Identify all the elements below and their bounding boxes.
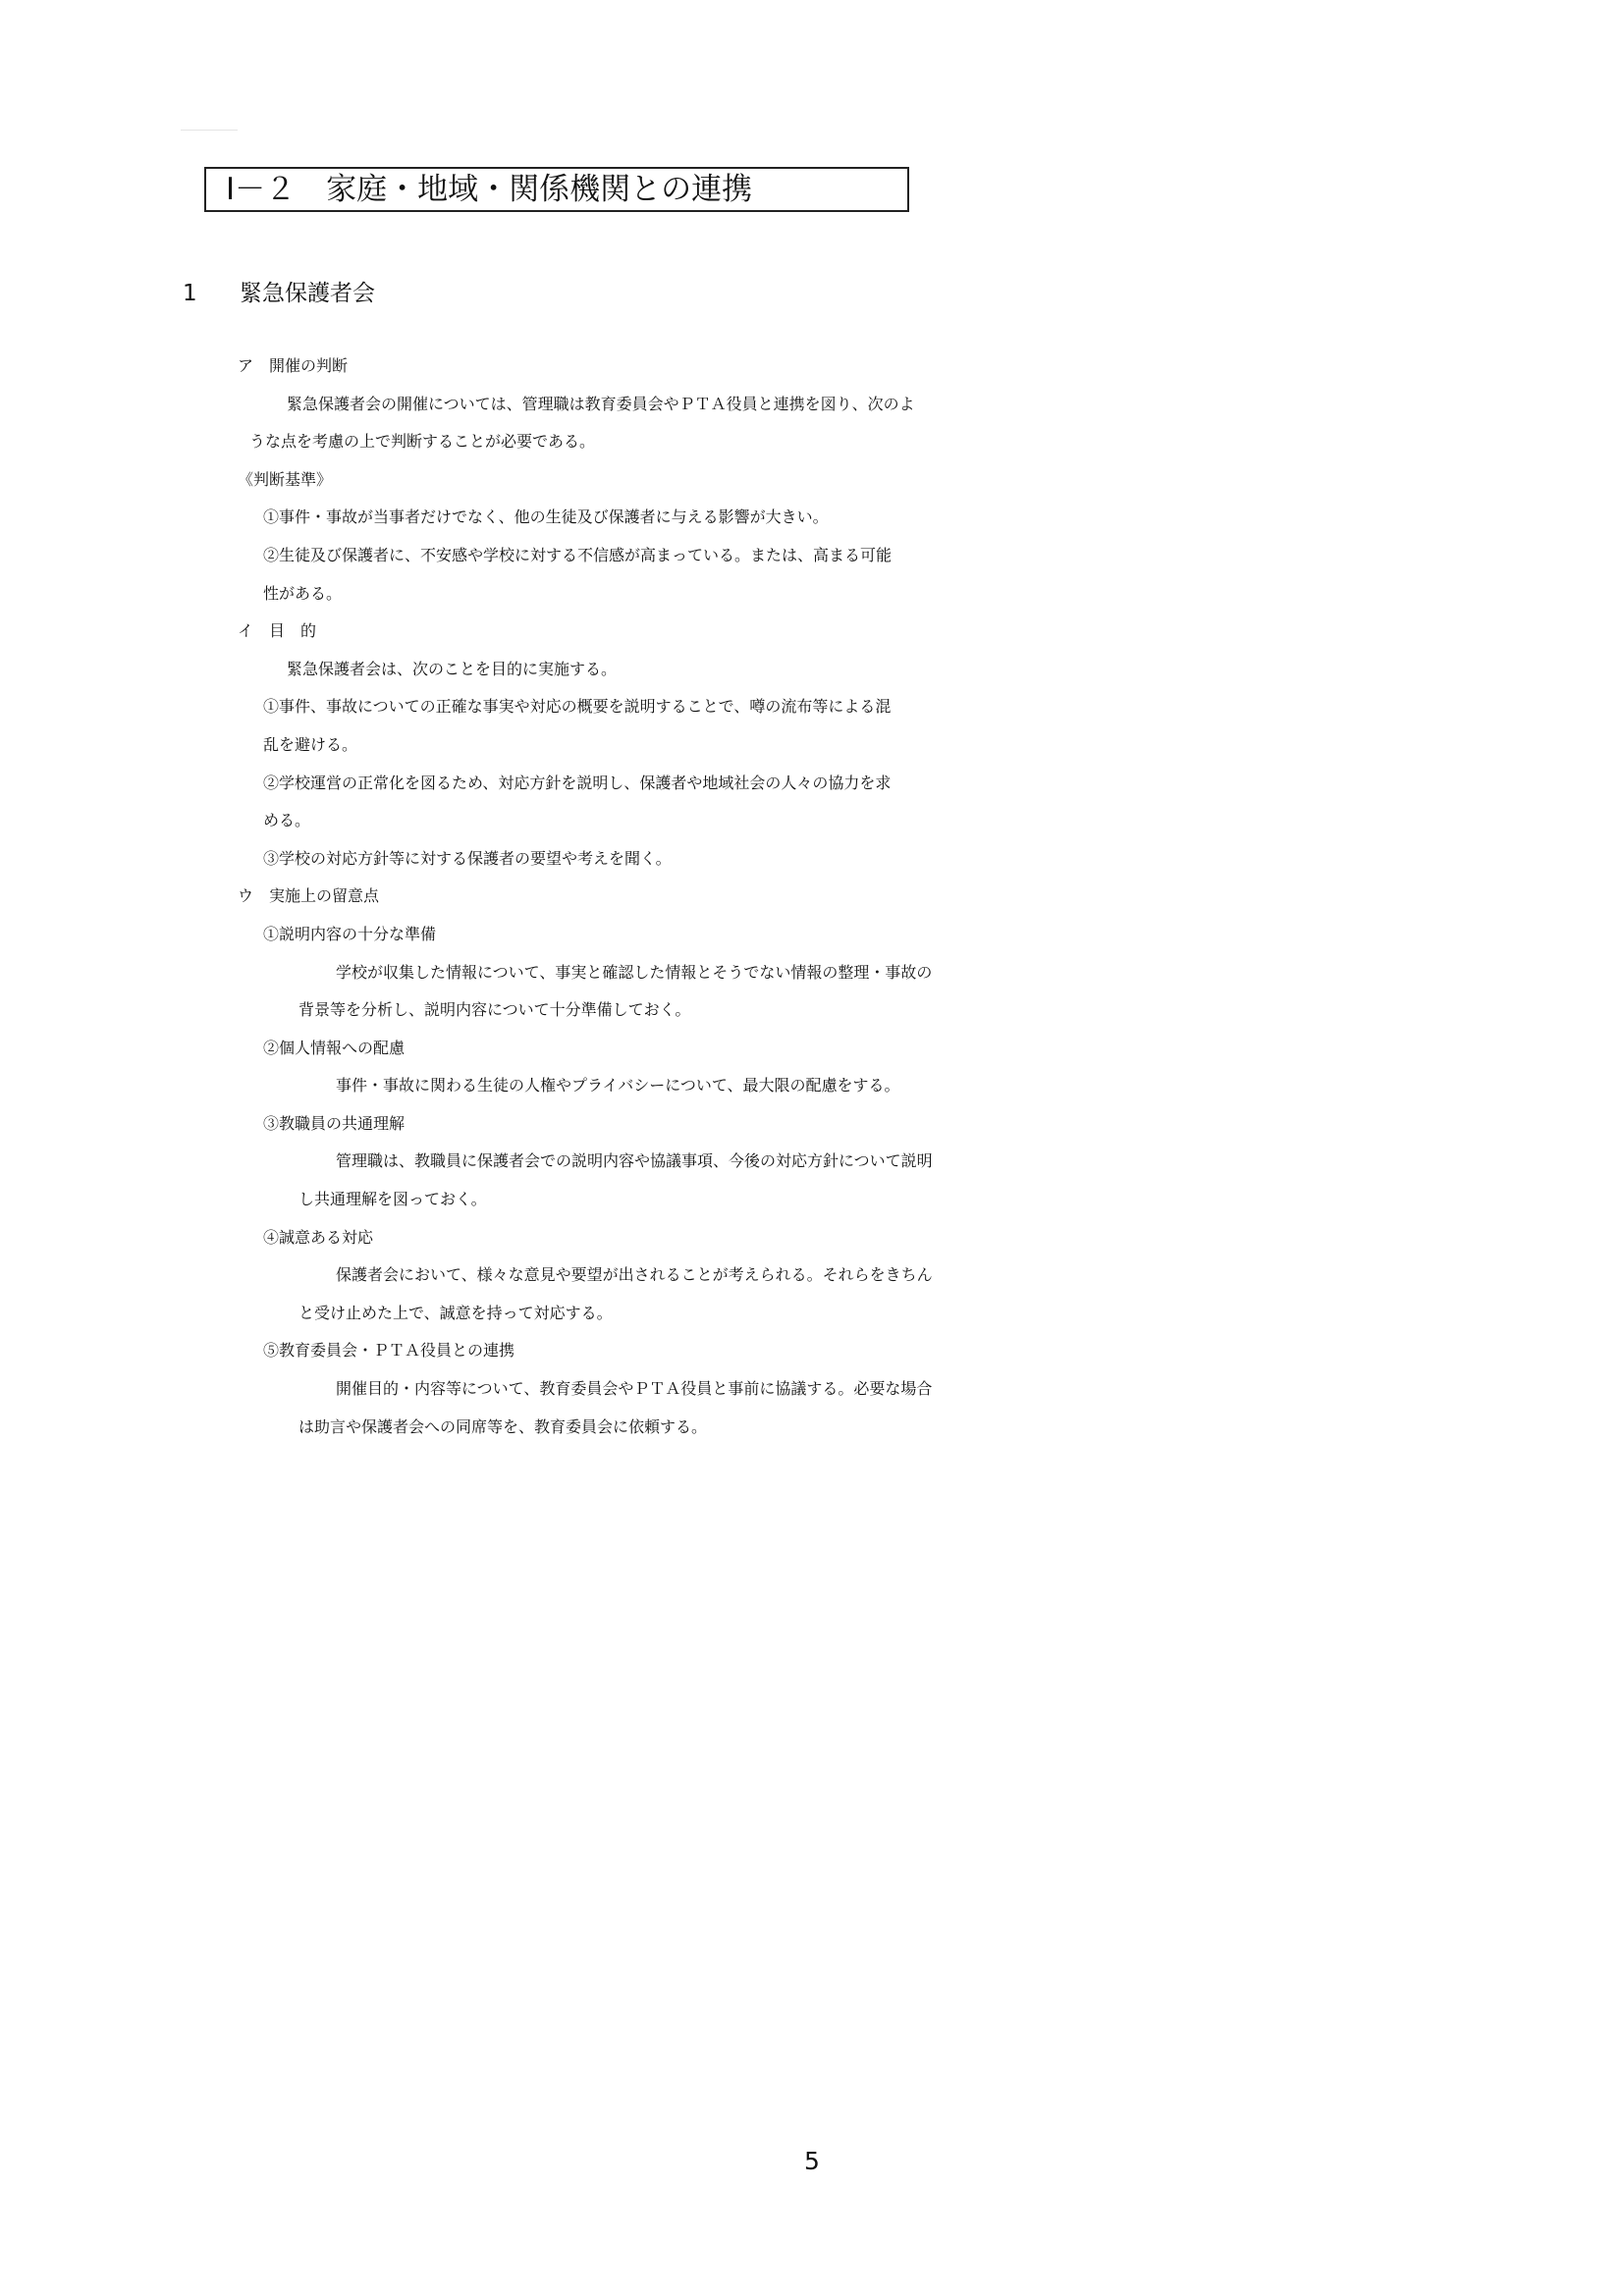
text-line: 乱を避ける。 xyxy=(263,734,358,754)
section-number: 1 xyxy=(183,281,197,306)
text-line: ①事件、事故についての正確な事実や対応の概要を説明することで、噂の流布等による混 xyxy=(263,697,892,717)
text-line: ウ 実施上の留意点 xyxy=(238,886,380,906)
text-line: ①説明内容の十分な準備 xyxy=(263,924,437,943)
text-line: と受け止めた上で、誠意を持って対応する。 xyxy=(298,1303,613,1322)
scan-mark xyxy=(181,130,238,131)
text-line: ④誠意ある対応 xyxy=(263,1227,374,1247)
text-line: 開催目的・内容等について、教育委員会やＰＴＡ役員と事前に協議する。必要な場合 xyxy=(336,1379,933,1399)
text-line: ③学校の対応方針等に対する保護者の要望や考えを聞く。 xyxy=(263,848,672,868)
text-line: 背景等を分析し、説明内容について十分準備しておく。 xyxy=(298,1000,691,1020)
text-line: ②生徒及び保護者に、不安感や学校に対する不信感が高まっている。または、高まる可能 xyxy=(263,545,893,564)
text-line: 管理職は、教職員に保護者会での説明内容や協議事項、今後の対応方針について説明 xyxy=(336,1151,933,1171)
text-line: める。 xyxy=(263,811,311,830)
text-line: ⑤教育委員会・ＰＴＡ役員との連携 xyxy=(263,1341,515,1361)
text-line: ①事件・事故が当事者だけでなく、他の生徒及び保護者に与える影響が大きい。 xyxy=(263,507,829,527)
section-title: 緊急保護者会 xyxy=(240,281,375,306)
text-line: ②個人情報への配慮 xyxy=(263,1038,406,1057)
section-heading xyxy=(183,275,375,307)
text-line: ②学校運営の正常化を図るため、対応方針を説明し、保護者や地域社会の人々の協力を求 xyxy=(263,773,892,792)
text-line: イ 目 的 xyxy=(238,621,317,641)
document-body xyxy=(0,347,1624,1446)
text-line: は助言や保護者会への同席等を、教育委員会に依頼する。 xyxy=(298,1416,708,1436)
text-line: 性がある。 xyxy=(263,583,343,603)
text-line: 緊急保護者会は、次のことを目的に実施する。 xyxy=(287,659,618,678)
text-line: ア 開催の判断 xyxy=(238,356,349,375)
text-line: 《判断基準》 xyxy=(238,469,333,489)
page-number: 5 xyxy=(804,2147,820,2175)
text-line: し共通理解を図っておく。 xyxy=(298,1190,487,1209)
text-line: ③教職員の共通理解 xyxy=(263,1113,406,1133)
text-line: 事件・事故に関わる生徒の人権やプライバシーについて、最大限の配慮をする。 xyxy=(336,1076,900,1095)
text-line: 緊急保護者会の開催については、管理職は教育委員会やＰＴＡ役員と連携を図り、次のよ xyxy=(287,394,915,413)
page-title: Ⅰ－２ 家庭・地域・関係機関との連携 xyxy=(204,167,909,212)
text-line: うな点を考慮の上で判断することが必要である。 xyxy=(249,432,596,452)
text-line: 保護者会において、様々な意見や要望が出されることが考えられる。それらをきちん xyxy=(336,1265,933,1285)
text-line: 学校が収集した情報について、事実と確認した情報とそうでない情報の整理・事故の xyxy=(336,962,933,982)
